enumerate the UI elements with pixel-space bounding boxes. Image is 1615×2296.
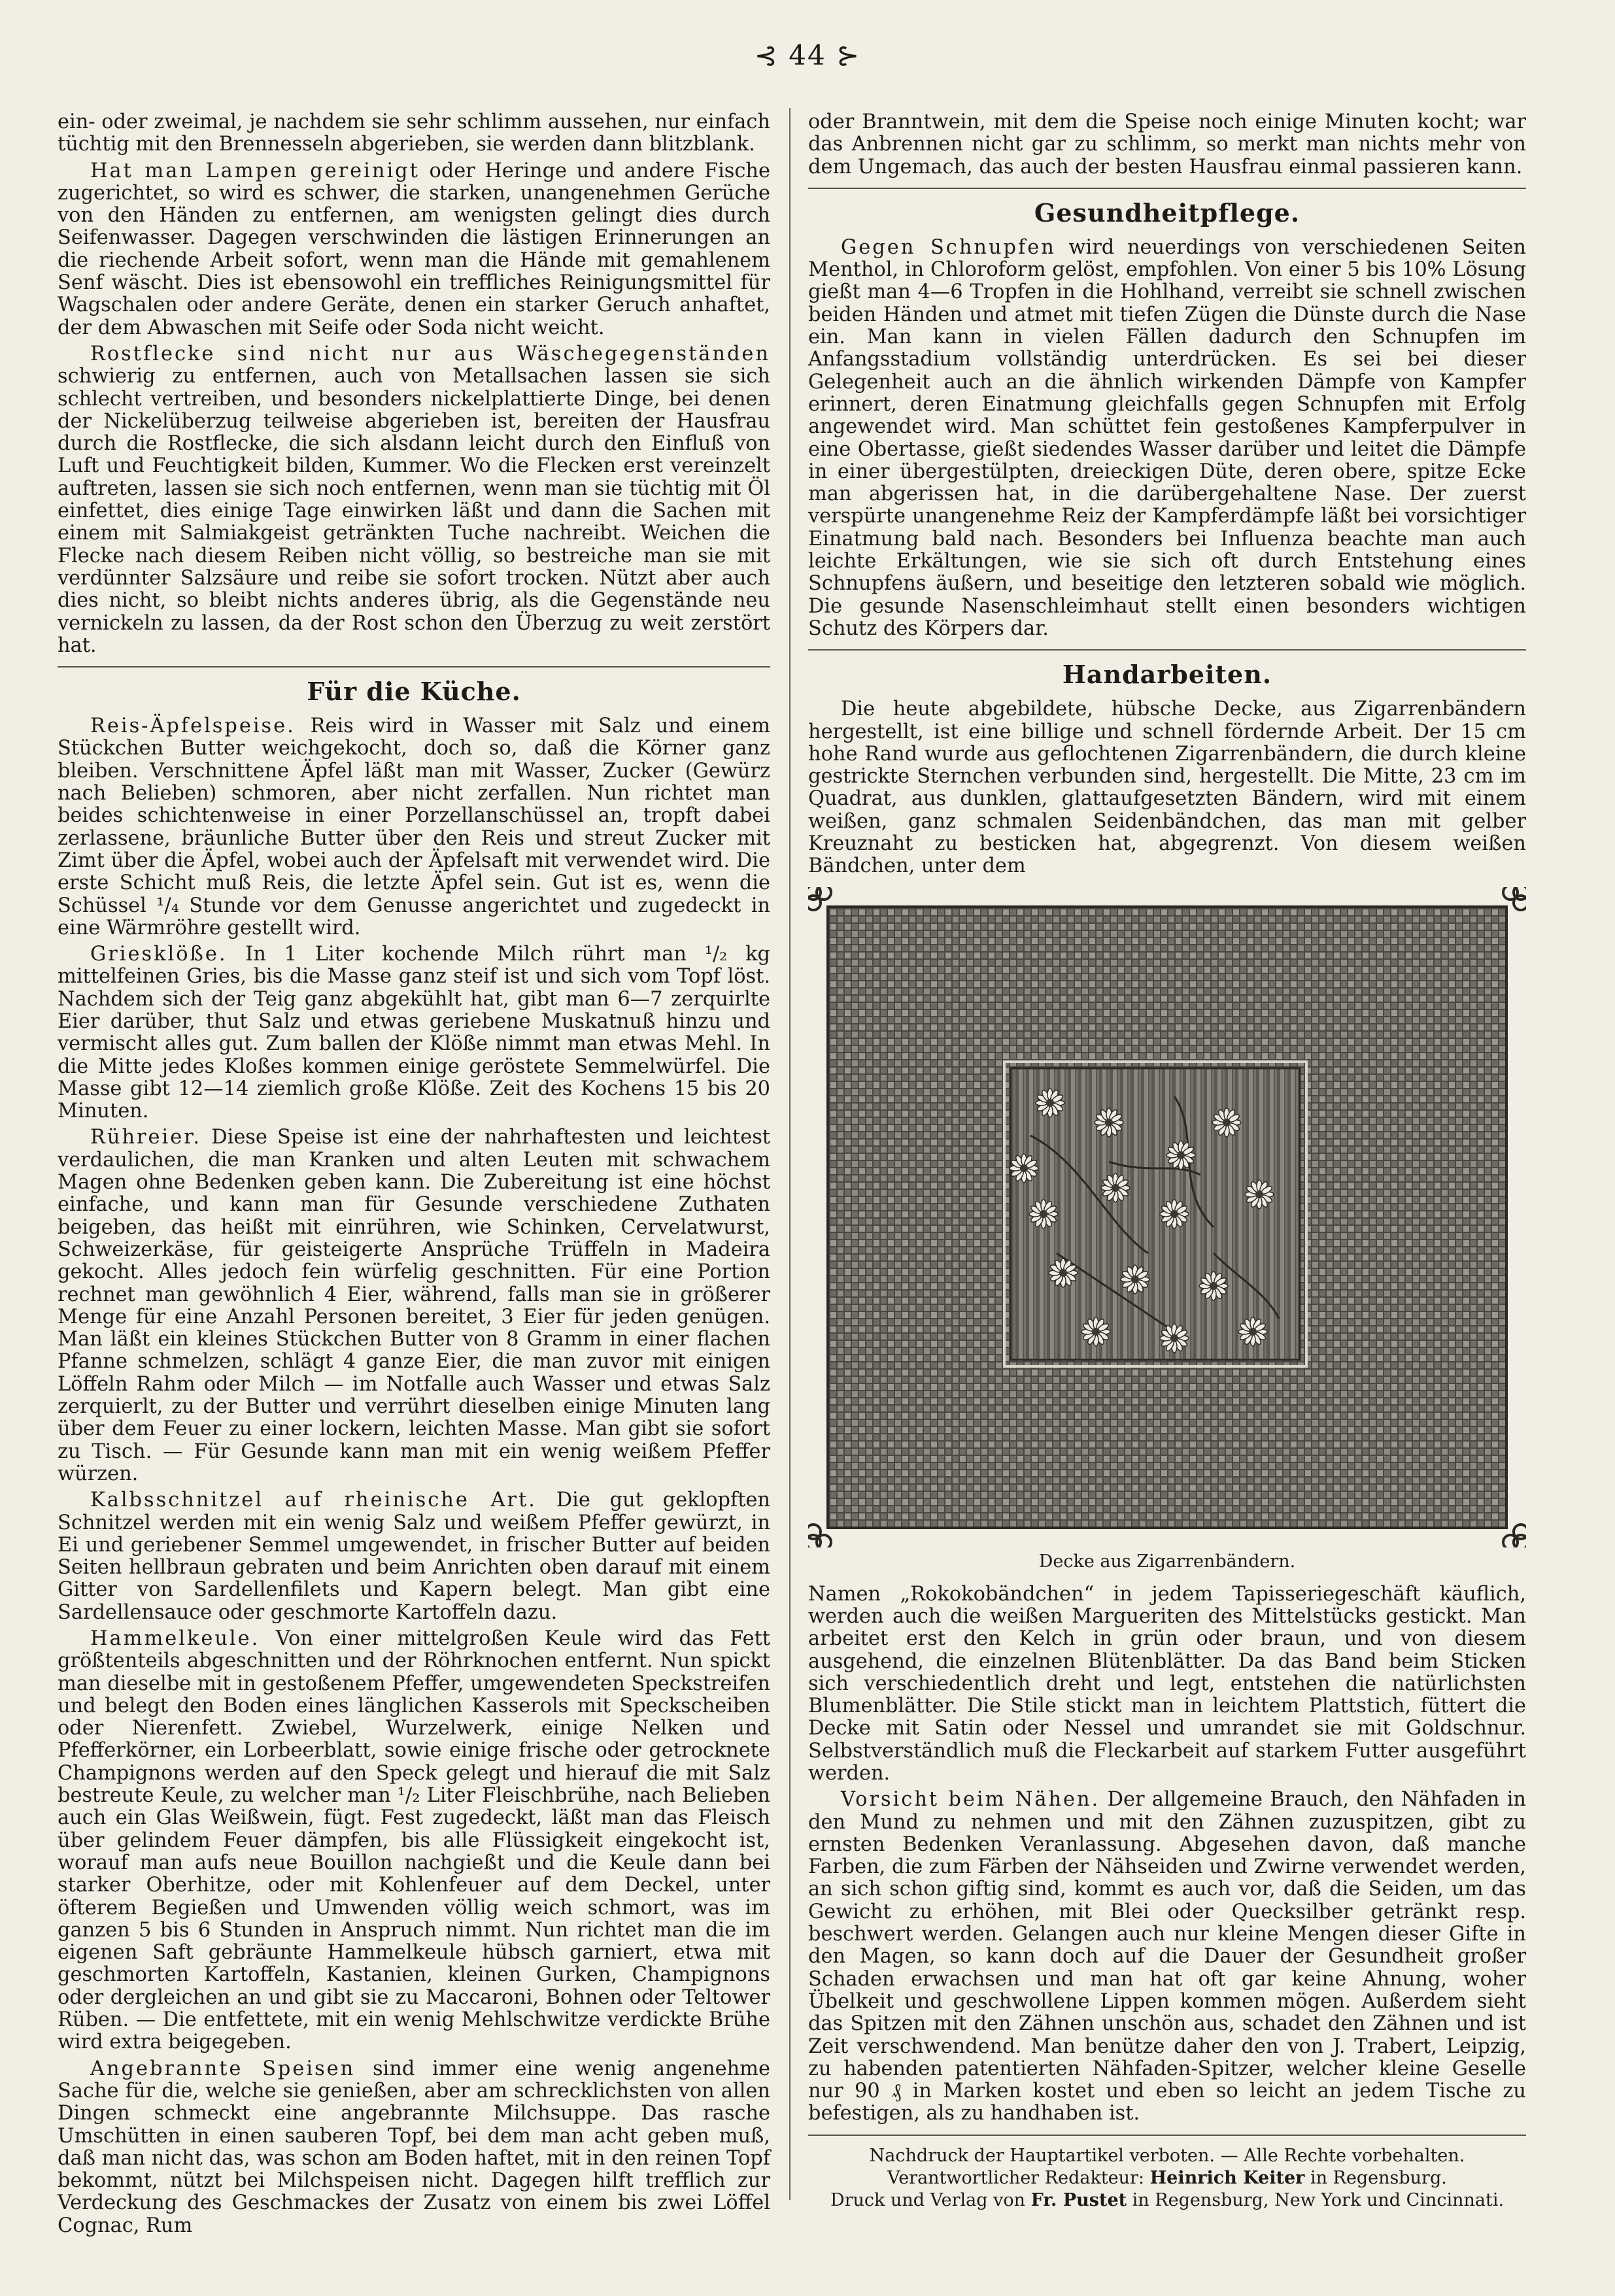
ornament-right-icon: ⊱ [826, 39, 861, 71]
page-number: ⊰ 44 ⊱ [754, 39, 861, 71]
hammel-lead: Hammelkeule. [90, 1627, 260, 1650]
lampen-lead: Hat man Lampen gereinigt [90, 159, 420, 182]
vorsicht-paragraph [808, 1789, 1526, 2125]
column-divider [789, 108, 790, 2200]
imprint-line-2: Verantwortlicher Redakteur: Heinrich Keiter in Regensburg. [887, 2167, 1447, 2188]
editor-name: Heinrich Keiter [1149, 2167, 1305, 2188]
figure-decke [808, 887, 1526, 1547]
kalb-lead: Kalbsschnitzel auf rheinische Art. [90, 1489, 537, 1512]
reis-lead: Reis-Äpfelspeise. [90, 715, 296, 738]
imprint-line-3: Druck und Verlag von Fr. Pustet in Regensburg, New York und Cincinnati. [830, 2189, 1504, 2210]
footer-rule [808, 2135, 1526, 2136]
section-rule [808, 188, 1526, 189]
ornament-left-icon: ⊰ [754, 39, 789, 71]
angebr-paragraph [58, 2058, 770, 2237]
section-heading-kueche: Für die Küche. [307, 677, 521, 707]
section-rule [58, 666, 770, 667]
hand-paragraph-2: Namen „Rokokobändchen“ in jedem Tapisseriegeschäft käuflich, werden auch die weißen Margueriten des Mittelstücks gestickt. Man arbeitet erst den Kelch in grün oder braun, und von diesem ausgehend, die einzelnen Blütenblätter. Da das Band beim Sticken sich verschiedentlich dreht und legt, entstehen die natürlichsten Blumenblätter. Die Stile stickt man in leichtem Plattstich, füttert die Decke mit Satin oder Nessel und umrandet sie mit Goldschnur. Selbstverständlich muß die Fleckarbeit auf starkem Futter ausgeführt werden. [808, 1582, 1526, 1785]
rost-paragraph [58, 343, 770, 657]
vorsicht-lead: Vorsicht beim Nähen. [841, 1788, 1100, 1812]
hand-paragraph-1: Die heute abgebildete, hübsche Decke, aus Zigarrenbändern hergestellt, ist eine billige und schnell fördernde Arbeit. Der 15 cm hohe Rand wurde aus geflochtenen Zigarrenbändern, die durch kleine gestrickte Sternchen verbunden sind, hergestellt. Die Mitte, 23 cm im Quadrat, aus dunklen, glattaufgesetzten Bändern, wird mit einem weißen, ganz schmalen Seidenbändchen, das man mit gelber Kreuznaht zu besticken hat, abgegrenzt. Von diesem weißen Bändchen, unter dem [808, 698, 1526, 878]
reis-text: Reis wird in Wasser mit Salz und einem Stückchen Butter weichgekocht, doch so, daß die Körner ganz bleiben. Verschnittene Äpfel läßt man mit Wasser, Zucker (Gewürz nach Belieben) schmoren, aber nicht zerfallen. Nun richtet man beides schichtenweise in einer Porzellanschüssel an, tropft dabei zerlassene, bräunliche Butter über den Reis und streut Zucker mit Zimt über die Äpfel, wobei auch der Äpfelsaft mit verwendet wird. Die erste Schicht muß Reis, die letzte Äpfel sein. Gut ist es, wenn die Schüssel ¹/₄ Stunde vor dem Genusse angerichtet und zugedeckt in eine Wärmröhre gestellt wird. [58, 715, 770, 939]
publisher-name: Fr. Pustet [1030, 2189, 1127, 2210]
angebr-lead: Angebrannte Speisen [90, 2057, 356, 2080]
vorsicht-text: Der allgemeine Brauch, den Nähfaden in den Mund zu nehmen und mit den Zähnen zuzuspitzen, gibt zu ernsten Bedenken Veranlassung. Abgesehen davon, daß manche Farben, die zum Färben der Nähseiden und Zwirne verwendet werden, an sich schon giftig sind, kommt es auch vor, daß die Seiden, um das Gewicht zu erhöhen, mit Blei oder Quecksilber getränkt resp. beschwert werden. Gelangen auch nur kleine Mengen dieser Gifte in den Magen, so kann doch auf die Dauer der Gesundheit großer Schaden erwachsen und man hat oft gar keine Ahnung, woher Übelkeit und geschwollene Lippen kommen mögen. Außerdem sieht das Spitzen mit den Zähnen unschön aus, schadet den Zähnen und ist Zeit verschwendend. Man benütze daher den von J. Trabert, Leipzig, zu habenden patentierten Nähfaden-Spitzer, welcher kleine Geselle nur 90 ₰ in Marken kostet und eben so leicht an jedem Tische zu befestigen, als zu handhaben ist. [808, 1788, 1526, 2125]
ruehr-lead: Rühreier. [90, 1126, 202, 1149]
schnupfen-text: wird neuerdings von verschiedenen Seiten Menthol, in Chloroform gelöst, empfohlen. Von einer 5 bis 10% Lösung gießt man 4—6 Tropfen in die Hohlhand, verreibt sie schnell zwischen beiden Händen und atmet mit tiefen Zügen die Dünste durch die Nase ein. Man kann in vielen Fällen dadurch den Schnupfen im Anfangsstadium vollständig unterdrücken. Es sei bei dieser Gelegenheit auch an die ähnlich wirkenden Dämpfe von Kampfer erinnert, deren Einatmung gleichfalls gegen Schnupfen mit Erfolg angewendet wird. Man schüttet fein gestoßenes Kampferpulver in eine Obertasse, gießt siedendes Wasser darüber und leitet die Dämpfe in einer übergestülpten, dreieckigen Düte, deren obere, spitze Ecke man abgerissen hat, in die darübergehaltene Nase. Der zuerst verspürte unangenehme Reiz der Kampferdämpfe läßt bei vorsichtiger Einatmung bald nach. Besonders bei Influenza beachte man auch leichte Erkältungen, wie sie sich oft durch Entstehung eines Schnupfens äußern, und beseitige den letzteren sobald wie möglich. Die gesunde Nasenschleimhaut stellt einen besonders wichtigen Schutz des Körpers dar. [808, 235, 1526, 640]
gries-lead: Griesklöße. [90, 943, 228, 966]
hammel-paragraph [58, 1628, 770, 2054]
figure-caption: Decke aus Zigarrenbändern. [1038, 1551, 1296, 1572]
schnupfen-lead: Gegen Schnupfen [841, 235, 1056, 259]
schnupfen-paragraph [808, 237, 1526, 640]
rost-lead: Rostflecke sind nicht nur aus Wäschegegenständen [90, 342, 770, 365]
kalb-text: Die gut geklopften Schnitzel werden mit ein wenig Salz und weißem Pfeffer gewürzt, in Ei und geriebener Semmel umgewendet, in frischer Butter auf beiden Seiten hellbraun gebraten und beim Anrichten oben darauf mit einem Gitter von Sardellenfilets und Kapern belegt. Man gibt eine Sardellensauce oder geschmorte Kartoffeln dazu. [58, 1489, 770, 1624]
intro-paragraph: ein- oder zweimal, je nachdem sie sehr schlimm aussehen, nur einfach tüchtig mit den Brennesseln abgerieben, sie werden dann blitzblank. [58, 110, 770, 156]
ruehr-text: Diese Speise ist eine der nahrhaftesten und leichtest verdaulichen, die man Kranken und alten Leuten mit schwachem Magen ohne Bedenken geben kann. Die Zubereitung ist eine höchst einfache, und kann man für Gesunde verschiedene Zuthaten beigeben, das heißt mit einrühren, wie Schinken, Cervelatwurst, Schweizerkäse, für geisteigerte Ansprüche Trüffeln in Madeira gekocht. Alles jedoch fein würfelig geschnitten. Für eine Portion rechnet man gewöhnlich 4 Eier, während, falls man sie in größerer Menge für eine Anzahl Personen bereitet, 3 Eier für jeden genügen. Man läßt ein kleines Stückchen Butter von 8 Gramm in einer flachen Pfanne schmelzen, schlägt 4 ganze Eier, die man zuvor mit einigen Löffeln Rahm oder Milch — im Notfalle auch Wasser und etwas Salz zerquierlt, zu der Butter und verrührt dieselben einige Minuten lang über dem Feuer zu einer lockern, leichten Masse. Man gibt sie sofort zu Tisch. — Für Gesunde kann man mit ein wenig weißem Pfeffer würzen. [58, 1126, 770, 1485]
section-heading-handarbeiten: Handarbeiten. [1062, 660, 1272, 690]
hammel-text: Von einer mittelgroßen Keule wird das Fett größtenteils abgeschnitten und der Röhrknochen entfernt. Nun spickt man dieselbe mit in gestoßenem Pfeffer, umgewendeten Speckstreifen und belegt den Boden eines länglichen Kasserols mit Speckscheiben oder Nierenfett. Zwiebel, Wurzelwerk, einige Nelken und Pfefferkörner, ein Lorbeerblatt, sowie einige frische oder getrocknete Champignons werden auf den Speck gelegt und hierauf die mit Salz bestreute Keule, zu welcher man ¹/₂ Liter Fleischbrühe, nach Belieben auch ein Glas Weißwein, fügt. Fest zugedeckt, läßt man das Fleisch über gelindem Feuer dämpfen, bis alle Flüssigkeit eingekocht ist, worauf man aufs neue Bouillon nachgießt und die Keule dann bei starker Oberhitze, oder mit Kohlenfeuer auf dem Deckel, unter öfterem Begießen und Umwenden völlig weich schmort, was im ganzen 5 bis 6 Stunden in Anspruch nimmt. Nun richtet man die im eigenen Saft gebräunte Hammelkeule hübsch garniert, etwa mit geschmorten Kartoffeln, Kastanien, kleinen Gurken, Champignons oder dergleichen an und gibt sie zu Maccaroni, Bohnen oder Teltower Rüben. — Die entfettete, mit ein wenig Mehlschwitze verdickte Brühe wird extra beigegeben. [58, 1627, 770, 2054]
rost-text: schwierig zu entfernen, auch von Metallsachen lassen sie sich schlecht vertreiben, und besonders nickelplattierte Dinge, bei denen der Nickelüberzug teilweise abgerieben ist, bereiten der Hausfrau durch die Rostflecke, die sich alsdann leicht durch den Einfluß von Luft und Feuchtigkeit bilden, Kummer. Wo die Flecken erst vereinzelt auftreten, lassen sie sich noch entfernen, wenn man sie tüchtig mit Öl einfettet, dies einige Tage einwirken läßt und dann die Sachen mit einem mit Salmiakgeist getränkten Tuche nachreibt. Weichen die Flecke nach diesem Reiben nicht völlig, so bestreiche man sie mit verdünnter Salzsäure und reibe sie sofort trocken. Nützt aber auch dies nicht, so bleibt nichts anderes übrig, als die Gegenstände neu vernickeln zu lassen, da der Rost schon den Überzug zu weit zerstört hat. [58, 365, 770, 657]
decke-illustration [808, 887, 1526, 1547]
lampen-text: oder Heringe und andere Fische zugerichtet, so wird es schwer, die starken, unangenehmen Gerüche von den Händen zu entfernen, am wenigsten gelingt dies durch Seifenwasser. Dagegen verschwinden die lästigen Erinnerungen an die riechende Arbeit sofort, wenn man die Hände mit gemahlenem Senf wäscht. Dies ist ebensowohl ein treffliches Reinigungsmittel für Wagschalen oder andere Geräte, denen ein starker Geruch anhaftet, der dem Abwaschen mit Seife oder Soda nicht weicht. [58, 159, 770, 339]
left-column [58, 111, 770, 2241]
kalb-paragraph [58, 1489, 770, 1624]
lampen-paragraph [58, 160, 770, 339]
imprint-line-1: Nachdruck der Hauptartikel verboten. — Alle Rechte vorbehalten. [869, 2145, 1465, 2166]
angebr-text: sind immer eine wenig angenehme Sache für die, welche sie genießen, aber am schrecklichsten von allen Dingen schmeckt eine angebrannte Milchsuppe. Das rasche Umschütten in einen sauberen Topf, bei dem man acht geben muß, daß man nicht das, was schon am Boden haftet, mit in den reinen Topf bekommt, nützt bei Milchspeisen nicht. Dagegen hilft trefflich zur Verdeckung des Geschmackes der Zusatz von einem bis zwei Löffel Cognac, Rum [58, 2057, 770, 2237]
gries-text: In 1 Liter kochende Milch rührt man ¹/₂ kg mittelfeinen Gries, bis die Masse ganz steif ist und sich vom Topf löst. Nachdem sich der Teig ganz abgekühlt hat, gibt man 6—7 zerquirlte Eier darüber, thut Salz und etwas geriebene Muskatnuß hinzu und vermischt alles gut. Zum ballen der Klöße nimmt man etwas Mehl. In die Mitte jedes Kloßes kommen einige geröstete Semmelwürfel. Die Masse gibt 12—14 ziemlich große Klöße. Zeit des Kochens 15 bis 20 Minuten. [58, 943, 770, 1123]
section-heading-gesundheit: Gesundheitpflege. [1034, 197, 1300, 228]
continuation-paragraph: oder Branntwein, mit dem die Speise noch einige Minuten kocht; war das Anbrennen nicht gar zu schlimm, so merkt man nichts mehr von dem Ungemach, das auch der besten Hausfrau einmal passieren kann. [808, 110, 1526, 178]
reis-paragraph [58, 715, 770, 939]
imprint [808, 2145, 1526, 2212]
ruehr-paragraph [58, 1126, 770, 1485]
gries-paragraph [58, 943, 770, 1123]
section-rule [808, 649, 1526, 650]
right-column [808, 111, 1526, 2212]
